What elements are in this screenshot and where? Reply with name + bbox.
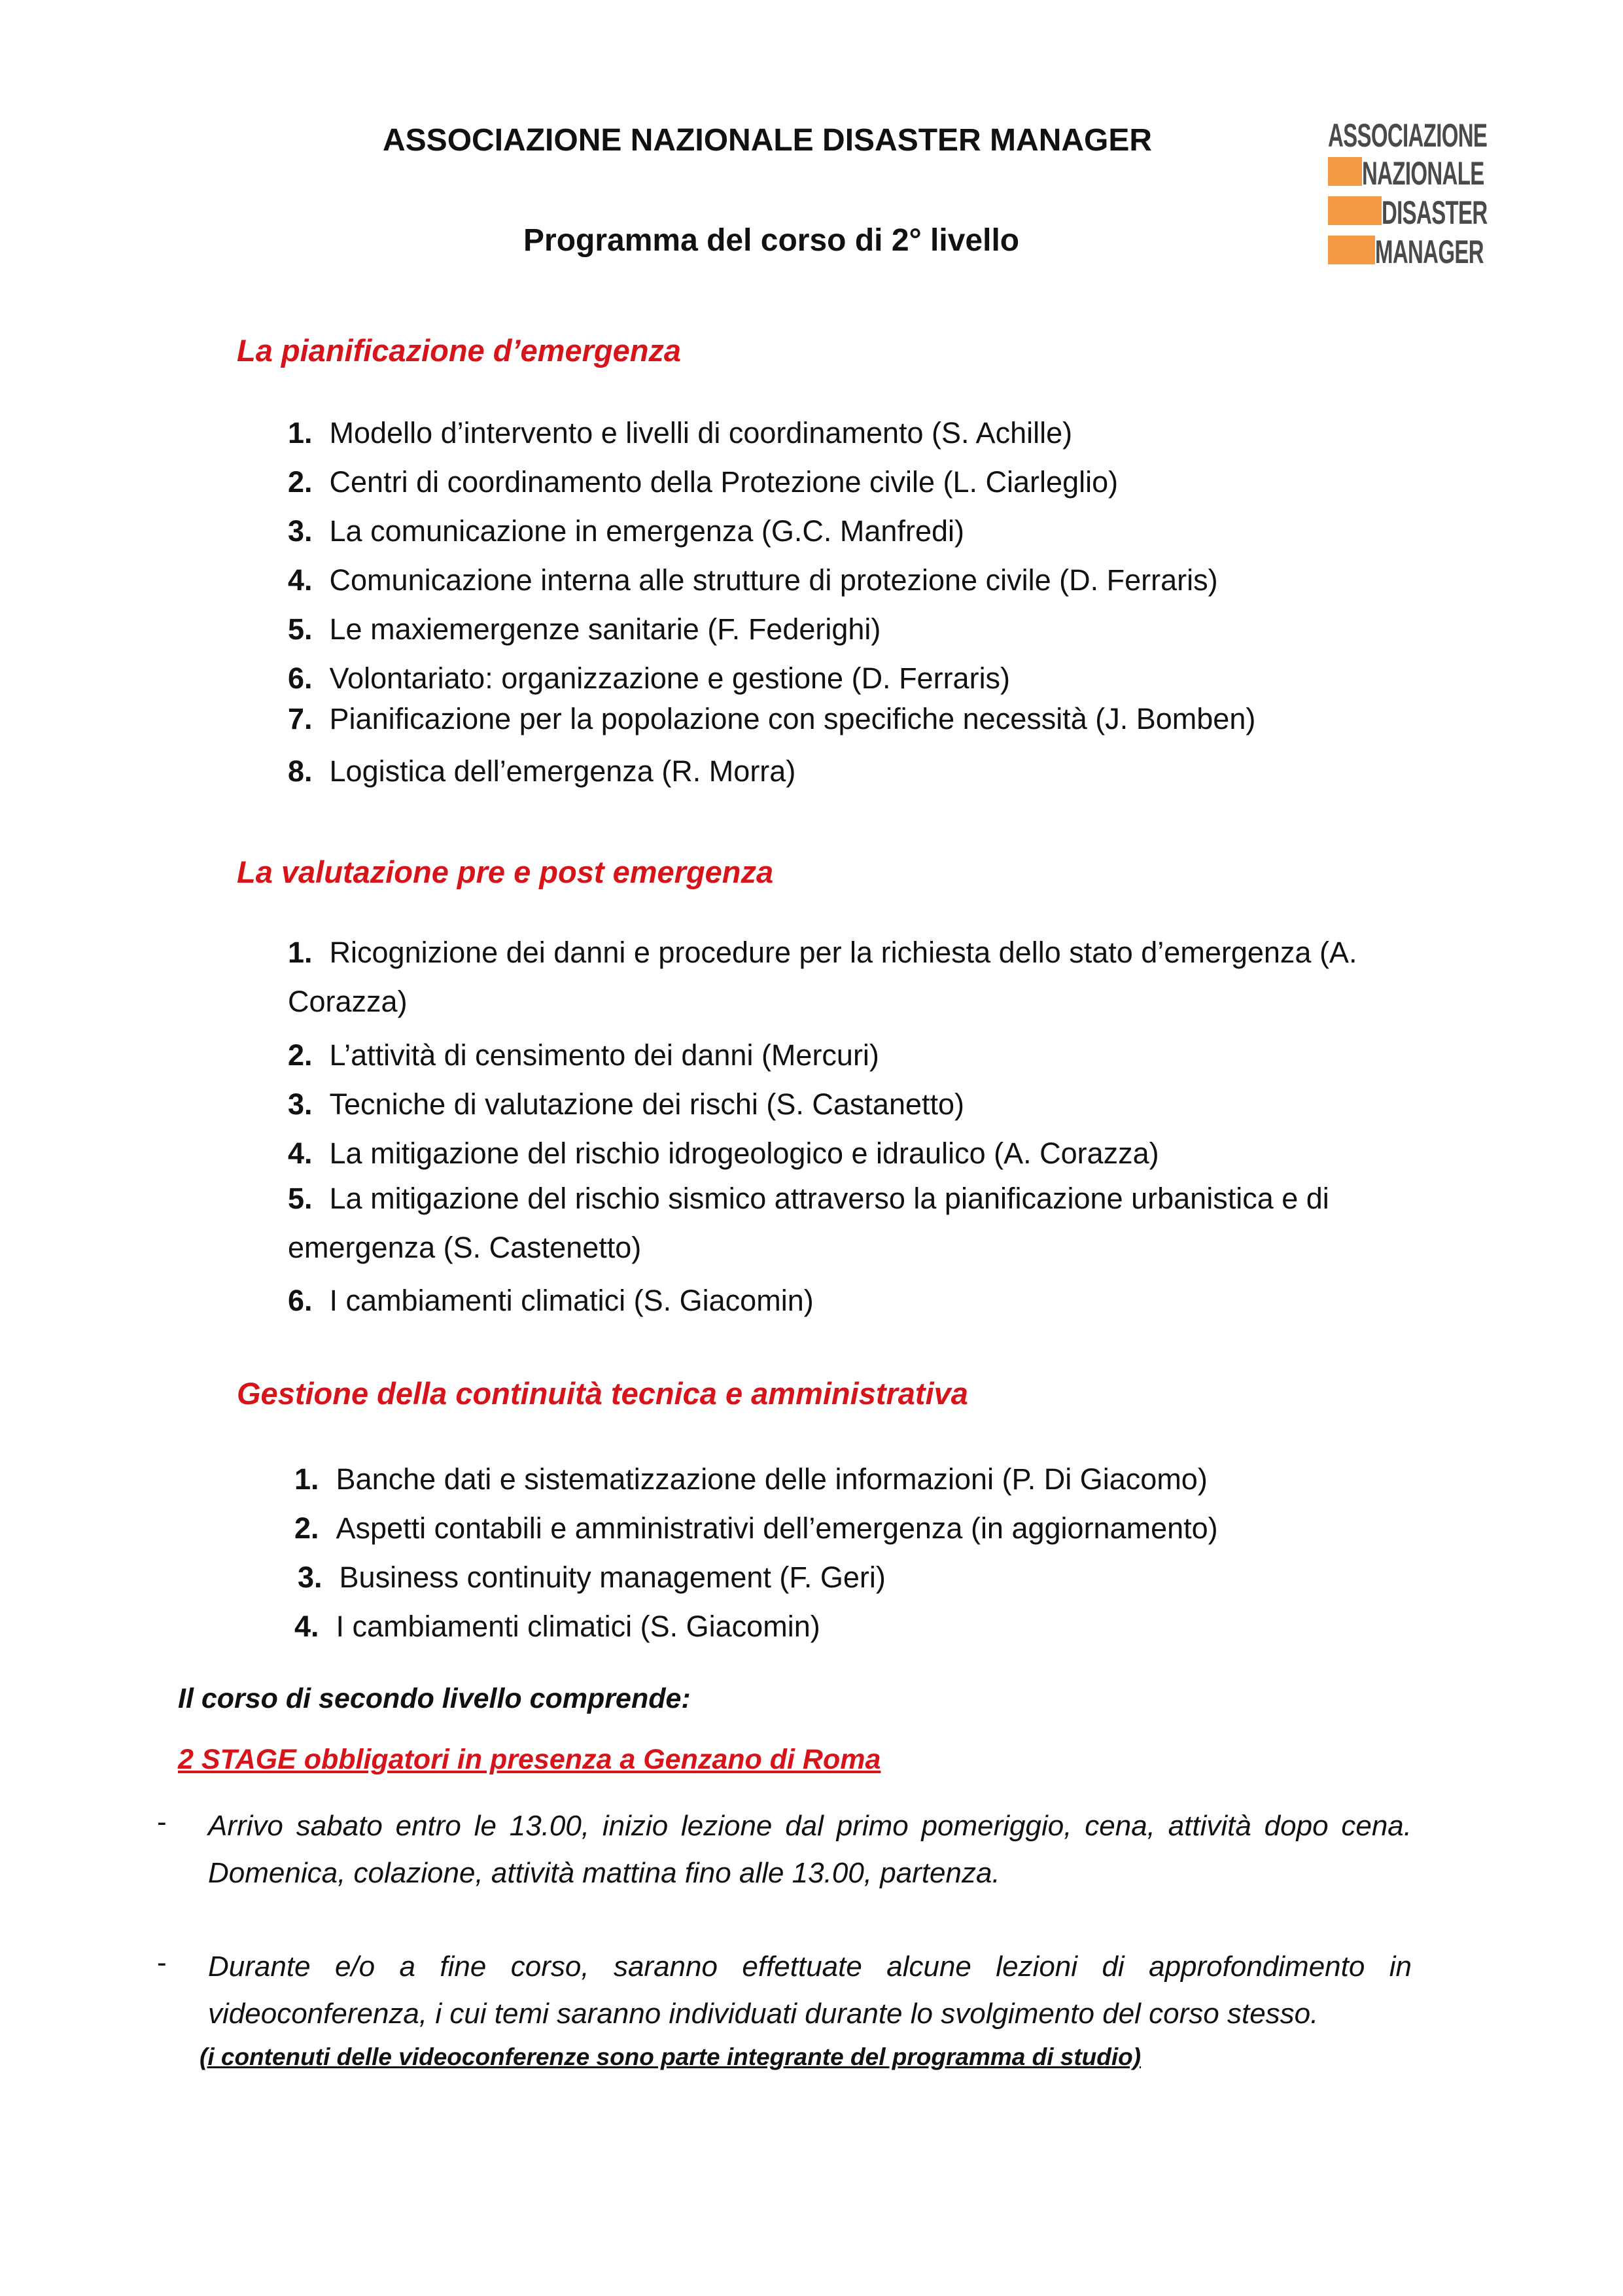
item-text: Logistica dell’emergenza (R. Morra) — [329, 754, 796, 788]
item-text: Banche dati e sistematizzazione delle informazioni (P. Di Giacomo) — [336, 1462, 1208, 1496]
item-text: Pianificazione per la popolazione con specifiche necessità (J. Bomben) — [329, 702, 1256, 735]
item-number: 1. — [294, 1462, 319, 1496]
item-text: Centri di coordinamento della Protezione civile (L. Ciarleglio) — [329, 465, 1119, 499]
section-title-assessment: La valutazione pre e post emergenza — [237, 855, 774, 889]
item-number: 3. — [288, 514, 313, 548]
program-title: Programma del corso di 2° livello — [523, 223, 1020, 258]
org-title: ASSOCIAZIONE NAZIONALE DISASTER MANAGER — [383, 123, 1153, 158]
item-number: 2. — [288, 1038, 313, 1072]
item-number: 2. — [294, 1511, 319, 1545]
item-text: Ricognizione dei danni e procedure per la richiesta dello stato d’emergenza (A. Corazza) — [288, 936, 1357, 1018]
list-item — [288, 928, 1387, 1026]
item-text: Comunicazione interna alle strutture di protezione civile (D. Ferraris) — [329, 563, 1218, 597]
logo-bar-3 — [1328, 236, 1375, 264]
list-item — [288, 1038, 879, 1072]
item-text: Business continuity management (F. Geri) — [339, 1561, 886, 1594]
item-number: 6. — [288, 662, 313, 695]
stage-bullet-videoconference: Durante e/o a fine corso, saranno effettuate alcune lezioni di approfondimento in videoconferenza, i cui temi saranno individuati durante lo svolgimento del corso stesso. — [208, 1951, 1412, 2030]
stage-bullet-arrival: Arrivo sabato entro le 13.00, inizio lezione dal primo pomeriggio, cena, attività dopo cena. Domenica, colazione, attività mattina fino alle 13.00, partenza. — [208, 1810, 1412, 1889]
item-number: 5. — [288, 1182, 313, 1215]
item-number: 4. — [294, 1610, 319, 1643]
item-number: 6. — [288, 1284, 313, 1317]
list-item — [288, 1284, 814, 1318]
list-item — [294, 1511, 1218, 1545]
item-number: 4. — [288, 1137, 313, 1170]
videoconference-note: (i contenuti delle videoconferenze sono parte integrante del programma di studio) — [200, 2043, 1142, 2070]
item-text: Aspetti contabili e amministrativi dell’emergenza (in aggiornamento) — [336, 1511, 1218, 1545]
list-item — [288, 702, 1255, 736]
list-item — [288, 465, 1118, 499]
item-number: 2. — [288, 465, 313, 499]
item-text: L’attività di censimento dei danni (Mercuri) — [329, 1038, 879, 1072]
item-text: La mitigazione del rischio idrogeologico e idraulico (A. Corazza) — [329, 1137, 1159, 1170]
item-text: La comunicazione in emergenza (G.C. Manfredi) — [329, 514, 964, 548]
item-number: 7. — [288, 702, 313, 735]
logo-line-4: MANAGER — [1375, 234, 1484, 270]
list-item — [288, 514, 964, 548]
item-number: 4. — [288, 563, 313, 597]
list-item — [294, 1610, 820, 1644]
bullet-marker: - — [157, 1947, 167, 1979]
item-number: 1. — [288, 416, 313, 450]
item-text: Tecniche di valutazione dei rischi (S. Castanetto) — [329, 1087, 965, 1121]
item-text: La mitigazione del rischio sismico attraverso la pianificazione urbanistica e di emergenza (S. Castenetto) — [288, 1182, 1329, 1264]
item-number: 1. — [288, 936, 313, 969]
list-item — [288, 416, 1072, 450]
list-item — [298, 1561, 886, 1595]
logo-line-3: DISASTER — [1382, 194, 1488, 231]
list-item — [288, 662, 1010, 696]
association-logo — [1328, 116, 1492, 271]
stage-title: 2 STAGE obbligatori in presenza a Genzano di Roma — [178, 1744, 881, 1775]
logo-line-1: ASSOCIAZIONE — [1328, 117, 1488, 154]
item-text: Modello d’intervento e livelli di coordinamento (S. Achille) — [329, 416, 1073, 450]
list-item — [288, 1087, 964, 1122]
list-item — [288, 612, 881, 646]
list-item — [294, 1462, 1208, 1496]
item-number: 3. — [298, 1561, 323, 1594]
list-item — [288, 563, 1218, 597]
logo-bar-2 — [1328, 196, 1382, 225]
logo-line-2: NAZIONALE — [1362, 155, 1484, 192]
item-number: 5. — [288, 612, 313, 646]
item-number: 3. — [288, 1087, 313, 1121]
item-text: I cambiamenti climatici (S. Giacomin) — [336, 1610, 820, 1643]
section-title-planning: La pianificazione d’emergenza — [237, 333, 682, 368]
list-item — [288, 1137, 1159, 1171]
section-title-continuity: Gestione della continuità tecnica e amministrativa — [237, 1376, 968, 1411]
list-item — [288, 754, 795, 788]
item-text: I cambiamenti climatici (S. Giacomin) — [329, 1284, 814, 1317]
list-item — [288, 1174, 1374, 1272]
item-text: Volontariato: organizzazione e gestione (D. Ferraris) — [329, 662, 1011, 695]
course-intro: Il corso di secondo livello comprende: — [178, 1683, 691, 1714]
item-number: 8. — [288, 754, 313, 788]
bullet-marker: - — [157, 1806, 167, 1838]
logo-bar-1 — [1328, 157, 1362, 186]
item-text: Le maxiemergenze sanitarie (F. Federighi) — [329, 612, 881, 646]
